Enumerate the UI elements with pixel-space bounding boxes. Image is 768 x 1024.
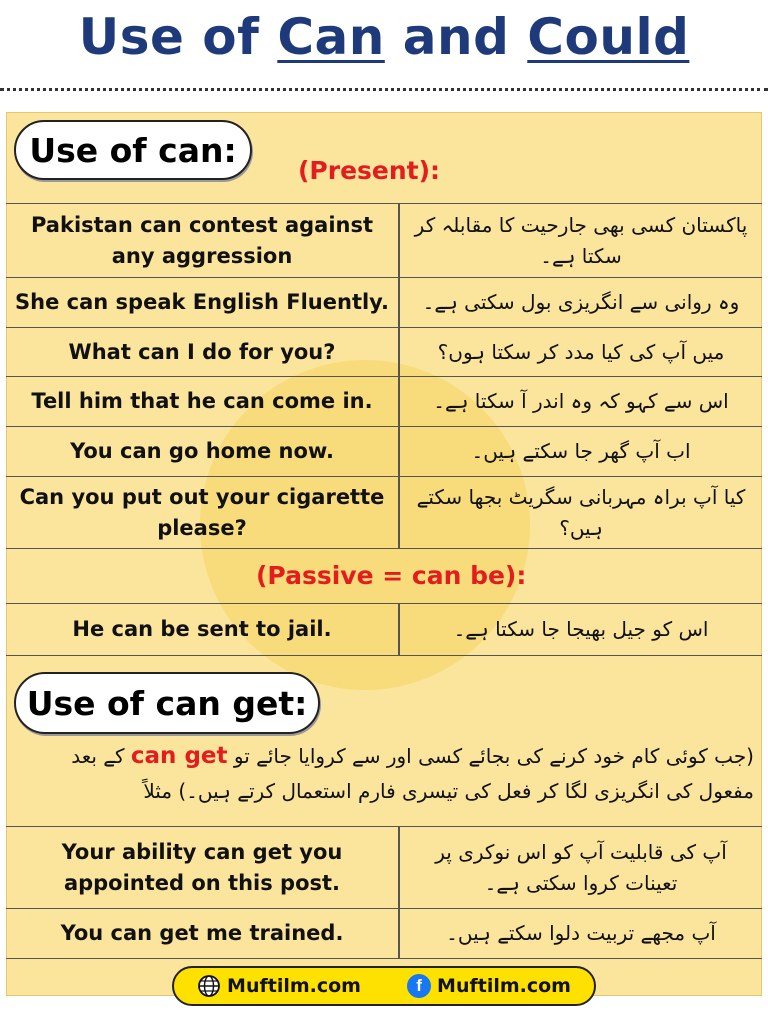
- row-divider: [6, 958, 762, 959]
- dotted-divider: [0, 88, 768, 91]
- footer-bar: [172, 966, 596, 1006]
- table-row: What can I do for you? میں آپ کی کیا مدد کر سکتا ہوں؟: [6, 327, 762, 376]
- table-row: You can go home now. اب آپ گھر جا سکتے ہیں۔: [6, 426, 762, 476]
- table-row: Can you put out your cigarette please? کیا آپ براہ مہربانی سگریٹ بجھا سکتے ہیں؟: [6, 476, 762, 548]
- page-title: Use of Can and Could: [78, 8, 690, 66]
- passive-label: (Passive = can be):: [256, 561, 527, 590]
- explanation-paragraph: (جب کوئی کام خود کرنے کی بجائے کسی اور سے کروایا جائے تو can get کے بعد مفعول کی انگریزی لگا کر فعل کی تیسری فارم استعمال کرتے ہیں۔) مثلاً: [71, 743, 754, 803]
- table-row: He can be sent to jail. اس کو جیل بھیجا جا سکتا ہے۔: [6, 603, 762, 655]
- row-divider: [6, 655, 762, 656]
- table-row: Pakistan can contest against any aggression پاکستان کسی بھی جارحیت کا مقابلہ کر سکتا ہے۔: [6, 203, 762, 277]
- title-could: Could: [527, 8, 690, 66]
- table-row: Your ability can get you appointed on this post. آپ کی قابلیت آپ کو اس نوکری پر تعینات کروا سکتی ہے۔: [6, 826, 762, 908]
- table-row: She can speak English Fluently. وہ روانی سے انگریزی بول سکتی ہے۔: [6, 277, 762, 327]
- row-divider: [6, 548, 762, 549]
- title-can: Can: [277, 8, 385, 66]
- table-row: Tell him that he can come in. اس سے کہو کہ وہ اندر آ سکتا ہے۔: [6, 376, 762, 426]
- table-row: You can get me trained. آپ مجھے تربیت دلوا سکتے ہیں۔: [6, 908, 762, 958]
- website-link[interactable]: Muftilm.com: [197, 974, 361, 998]
- section-heading-can: Use of can:: [14, 120, 252, 180]
- globe-icon: [197, 974, 221, 998]
- present-label: (Present):: [298, 156, 441, 185]
- highlight-can-get: can get: [130, 743, 228, 769]
- facebook-icon: f: [407, 974, 431, 998]
- facebook-link[interactable]: f Muftilm.com: [407, 974, 571, 998]
- section-heading-can-get: Use of can get:: [14, 672, 320, 734]
